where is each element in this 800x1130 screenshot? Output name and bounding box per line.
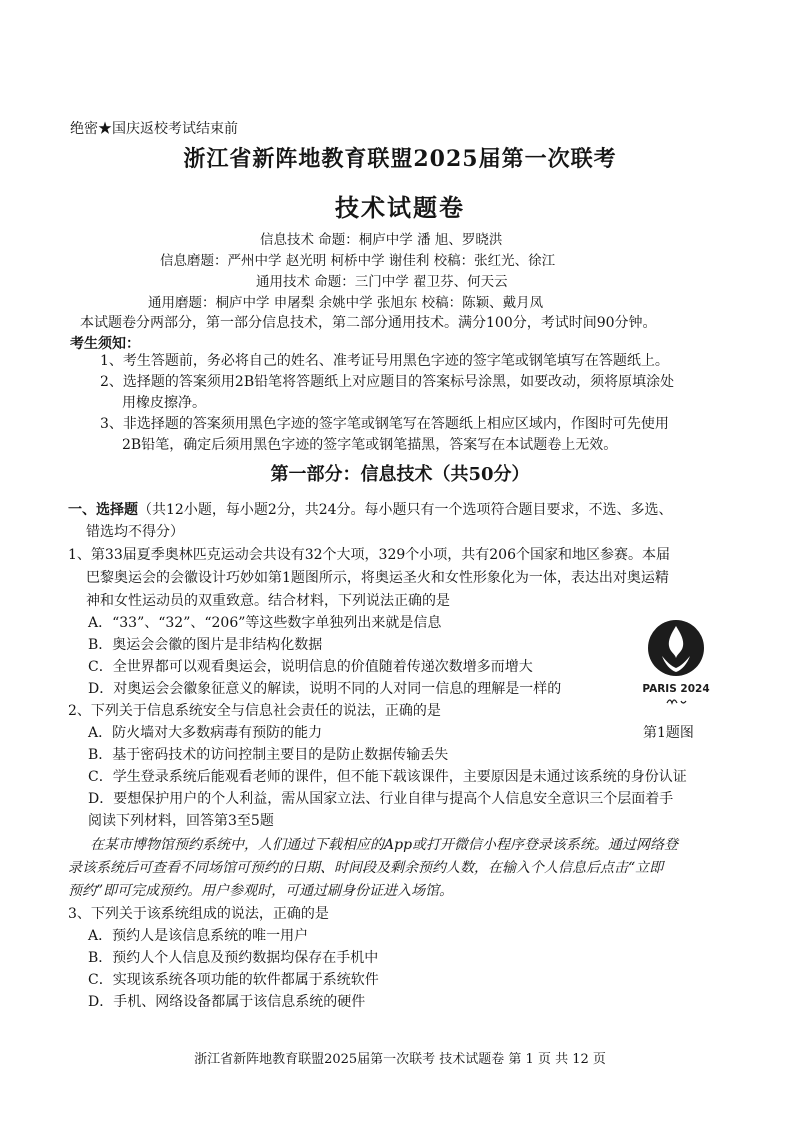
- q1-option-c: C．全世界都可以观看奥运会，说明信息的价值随着传递次数增多而增大: [88, 659, 533, 675]
- passage-line: 录该系统后可查看不同场馆可预约的日期、时间段及剩余预约人数，在输入个人信息后点击“立即: [68, 860, 664, 876]
- q1-stem: 神和女性运动员的双重致意。结合材料，下列说法正确的是: [86, 593, 450, 609]
- q2-option-d: D．要想保护用户的个人利益，需从国家立法、行业自律与提高个人信息安全意识三个层面着手: [88, 791, 674, 807]
- q3-option-b: B．预约人个人信息及预约数据均保存在手机中: [88, 950, 379, 966]
- notice-item: 2、选择题的答案须用2B铅笔将答题纸上对应题目的答案标号涂黑，如要改动，须将原填涂处: [100, 374, 675, 390]
- q3-option-d: D．手机、网络设备都属于该信息系统的硬件: [88, 994, 366, 1010]
- credit-line: 通用技术 命题：三门中学 翟卫芬、何天云: [256, 274, 508, 290]
- q3-option-c: C．实现该系统各项功能的软件都属于系统软件: [88, 972, 379, 988]
- logo-text: PARIS 2024: [642, 683, 710, 695]
- q3-stem: 3、下列关于该系统组成的说法，正确的是: [68, 906, 329, 922]
- passage-line: 在某市博物馆预约系统中，人们通过下载相应的App或打开微信小程序登录该系统。通过网络登: [90, 837, 679, 853]
- passage-line: 预约”即可完成预约。用户参观时，可通过刷身份证进入场馆。: [68, 883, 454, 899]
- q1-stem: 巴黎奥运会的会徽设计巧妙如第1题图所示，将奥运圣火和女性形象化为一体，表达出对奥运精: [86, 570, 669, 586]
- q1-option-a: A．“33”、“32”、“206”等这些数字单独列出来就是信息: [88, 615, 442, 631]
- notice-title: 考生须知：: [70, 336, 140, 352]
- q1-option-d: D．对奥运会会徽象征意义的解读，说明不同的人对同一信息的理解是一样的: [88, 681, 562, 697]
- choice-header-label: 一、选择题: [68, 502, 138, 518]
- confidential-note: 绝密★国庆返校考试结束前: [70, 121, 238, 137]
- choice-header: [68, 499, 673, 521]
- credit-line: 通用磨题：桐庐中学 申屠梨 余姚中学 张旭东 校稿：陈颖、戴月凤: [148, 295, 544, 311]
- q1-option-b: B．奥运会会徽的图片是非结构化数据: [88, 637, 323, 653]
- section-title: 第一部分：信息技术（共50分）: [270, 464, 530, 485]
- notice-item: 3、非选择题的答案须用黑色字迹的签字笔或钢笔写在答题纸上相应区域内，作图时可先使用: [100, 416, 669, 432]
- page-footer: 浙江省新阵地教育联盟2025届第一次联考 技术试题卷 第 1 页 共 12 页: [194, 1052, 606, 1067]
- exam-subtitle: 技术试题卷: [335, 193, 465, 222]
- choice-header-text: （共12小题，每小题2分，共24分。每小题只有一个选项符合题目要求，不选、多选、: [138, 502, 673, 518]
- credit-line: 信息技术 命题：桐庐中学 潘 旭、罗晓洪: [260, 232, 503, 248]
- notice-item: 1、考生答题前，务必将自己的姓名、准考证号用黑色字迹的签字笔或钢笔填写在答题纸上。: [100, 353, 669, 369]
- q2-option-a: A．防火墙对大多数病毒有预防的能力: [88, 725, 323, 741]
- exam-intro: 本试题卷分两部分，第一部分信息技术，第二部分通用技术。满分100分，考试时间90分钟。: [80, 315, 657, 331]
- q2-option-b: B．基于密码技术的访问控制主要目的是防止数据传输丢失: [88, 747, 449, 763]
- exam-title: 浙江省新阵地教育联盟2025届第一次联考: [183, 146, 617, 172]
- notice-item: 2B铅笔，确定后须用黑色字迹的签字笔或钢笔描黑，答案写在本试题卷上无效。: [122, 437, 618, 453]
- choice-header-cont: 错选均不得分）: [86, 524, 184, 540]
- q3-option-a: A．预约人是该信息系统的唯一用户: [88, 928, 309, 944]
- reading-intro: 阅读下列材料，回答第3至5题: [88, 813, 274, 829]
- paris-2024-logo-icon: [631, 618, 721, 718]
- q2-option-c: C．学生登录系统后能观看老师的课件，但不能下载该课件，主要原因是未通过该系统的身份认证: [88, 769, 687, 785]
- paris-2024-logo-image: [631, 618, 721, 718]
- q1-stem: 1、第33届夏季奥林匹克运动会共设有32个大项，329个小项，共有206个国家和地区参赛。本届: [68, 547, 670, 563]
- credit-line: 信息磨题：严州中学 赵光明 柯桥中学 谢佳利 校稿：张红光、徐江: [160, 253, 556, 269]
- figure-caption: 第1题图: [643, 725, 694, 741]
- q2-stem: 2、下列关于信息系统安全与信息社会责任的说法，正确的是: [68, 703, 441, 719]
- notice-item: 用橡皮擦净。: [122, 395, 206, 411]
